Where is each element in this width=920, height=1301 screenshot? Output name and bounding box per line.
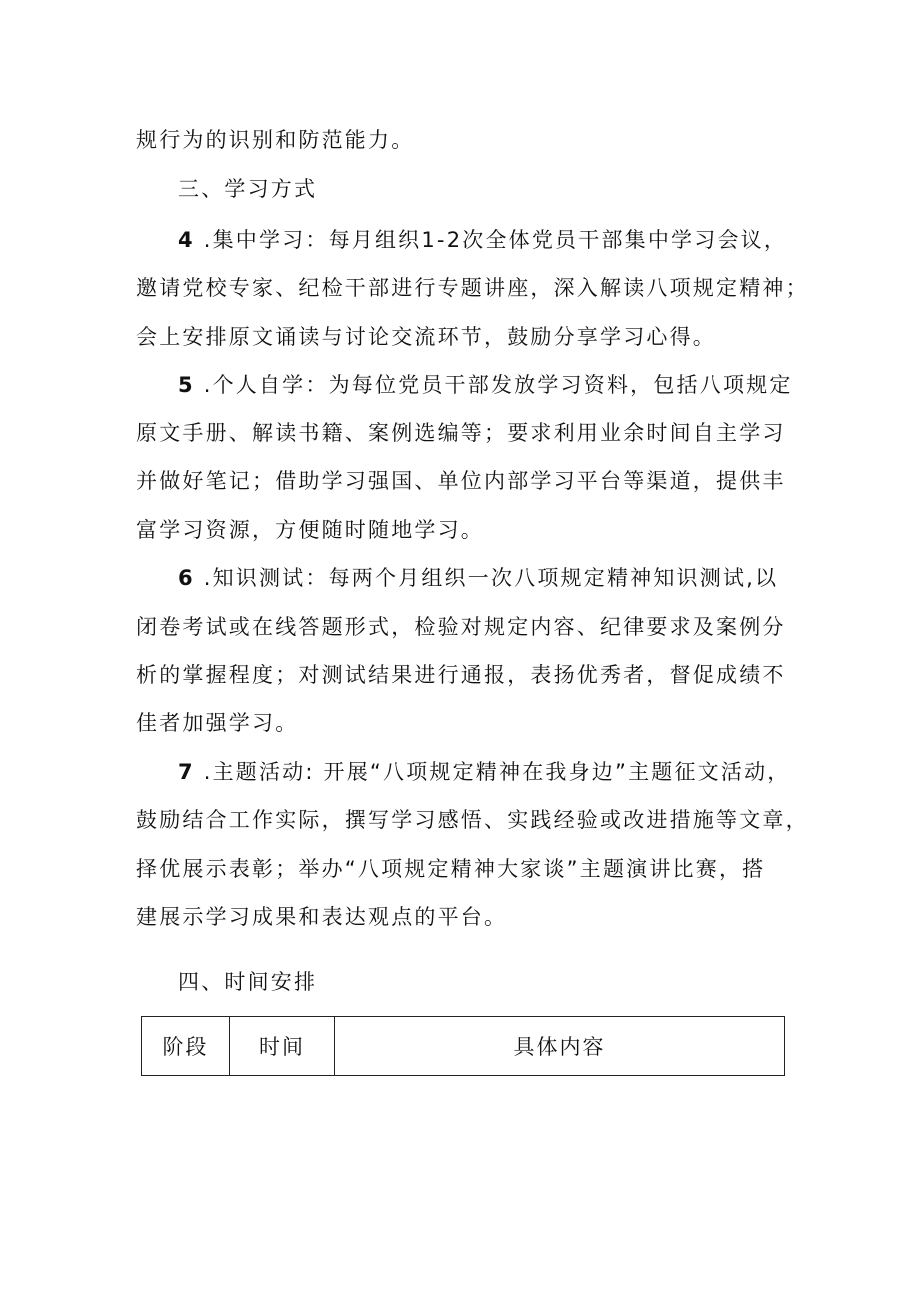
item-5-text-1: .个人自学：为每位党员干部发放学习资料，包括八项规定 — [194, 373, 793, 397]
section-3-heading: 三、学习方式 — [178, 177, 318, 201]
header-stage: 阶段 — [142, 1017, 230, 1076]
item-7-line-1 — [178, 757, 790, 787]
item-7-text-1: .主题活动: 开展“八项规定精神在我身边”主题征文活动， — [194, 760, 791, 784]
item-7-line-2: 鼓励结合工作实际，撰写学习感悟、实践经验或改进措施等文章， — [136, 808, 809, 832]
item-5-line-3: 并做好笔记；借助学习强国、单位内部学习平台等渠道，提供丰 — [136, 469, 786, 493]
header-content: 具体内容 — [335, 1017, 785, 1076]
item-7-number: 7 — [178, 760, 195, 784]
item-4-number: 4 — [178, 228, 195, 252]
item-4-text-1: .集中学习：每月组织1-2次全体党员干部集中学习会议， — [194, 228, 788, 252]
header-time: 时间 — [230, 1017, 335, 1076]
schedule-table-header-row — [142, 1017, 785, 1076]
item-4-line-1 — [178, 225, 787, 255]
item-7-line-4: 建展示学习成果和表达观点的平台。 — [136, 905, 508, 929]
item-6-line-1 — [178, 563, 778, 593]
item-6-number: 6 — [178, 566, 195, 590]
item-6-text-1: .知识测试：每两个月组织一次八项规定精神知识测试,以 — [194, 566, 779, 590]
item-4-line-2: 邀请党校专家、纪检干部进行专题讲座，深入解读八项规定精神； — [136, 276, 809, 300]
item-6-line-2: 闭卷考试或在线答题形式，检验对规定内容、纪律要求及案例分 — [136, 615, 786, 639]
schedule-table — [141, 1016, 785, 1076]
item-6-line-4: 佳者加强学习。 — [136, 711, 299, 735]
item-6-line-3: 析的掌握程度；对测试结果进行通报，表扬优秀者，督促成绩不 — [136, 663, 786, 687]
section-4-heading: 四、时间安排 — [178, 970, 318, 994]
item-5-number: 5 — [178, 373, 195, 397]
item-7-line-3: 择优展示表彰；举办“八项规定精神大家谈”主题演讲比赛，搭 — [136, 857, 766, 881]
item-5-line-4: 富学习资源，方便随时随地学习。 — [136, 518, 484, 542]
item-4-line-3: 会上安排原文诵读与讨论交流环节，鼓励分享学习心得。 — [136, 325, 716, 349]
item-5-line-2: 原文手册、解读书籍、案例选编等；要求利用业余时间自主学习 — [136, 421, 786, 445]
intro-tail-text: 规行为的识别和防范能力。 — [136, 128, 415, 152]
item-5-line-1 — [178, 370, 793, 400]
